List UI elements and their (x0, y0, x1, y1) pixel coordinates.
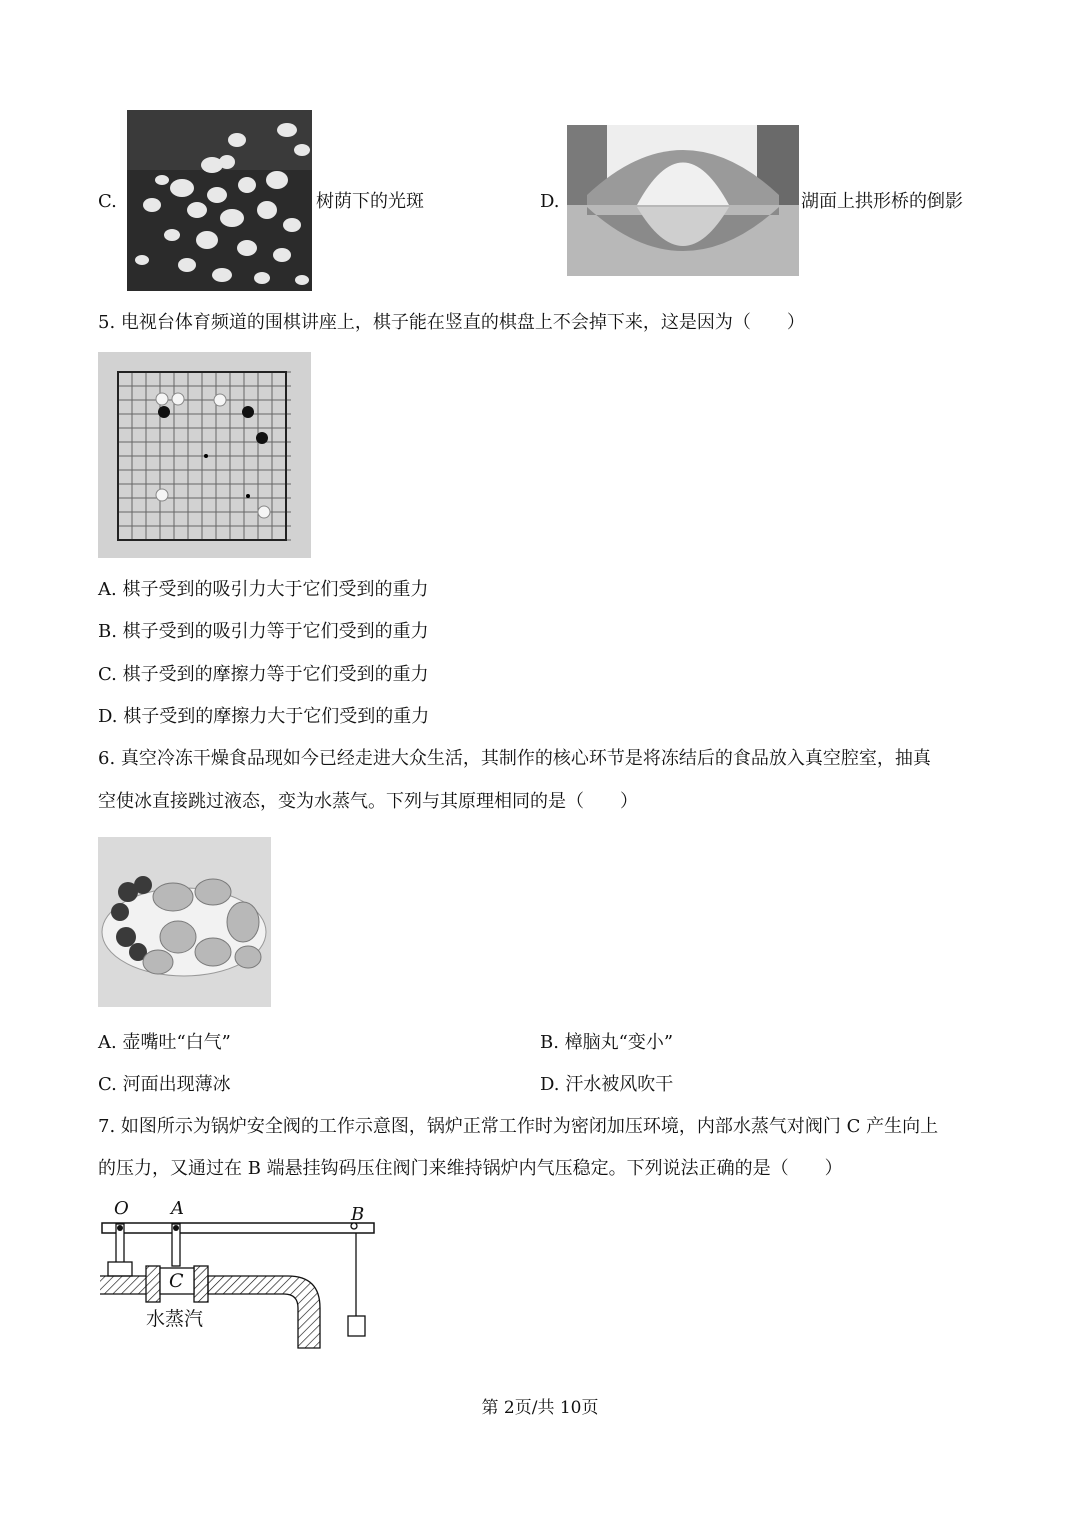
label-o: O (114, 1198, 129, 1219)
arch-bridge-reflection-image (567, 125, 799, 276)
safety-valve-diagram (98, 1198, 380, 1350)
q6-option-a: A. 壶嘴吐“白气” (98, 1032, 231, 1053)
q5-option-b: B. 棋子受到的吸引力等于它们受到的重力 (98, 621, 429, 642)
option-c-caption: 树荫下的光斑 (316, 191, 424, 212)
tree-shade-light-spots-image (127, 110, 312, 291)
q6-stem-line2: 空使冰直接跳过液态，变为水蒸气。下列与其原理相同的是（ ） (98, 791, 638, 812)
option-d-letter: D. (540, 191, 560, 212)
label-steam: 水蒸汽 (146, 1308, 204, 1330)
q7-stem-line1: 7. 如图所示为锅炉安全阀的工作示意图，锅炉正常工作时为密闭加压环境，内部水蒸气对阀门 C 产生向上 (98, 1116, 939, 1137)
q6-option-d: D. 汗水被风吹干 (540, 1074, 674, 1095)
q7-stem-line2: 的压力，又通过在 B 端悬挂钩码压住阀门来维持锅炉内气压稳定。下列说法正确的是（ ） (98, 1158, 843, 1179)
label-b: B (351, 1204, 365, 1225)
option-c-letter: C. (98, 191, 117, 212)
label-c: C (169, 1270, 184, 1292)
go-board-image (98, 352, 311, 558)
q6-option-c: C. 河面出现薄冰 (98, 1074, 231, 1095)
q5-option-c: C. 棋子受到的摩擦力等于它们受到的重力 (98, 664, 429, 685)
q6-option-b: B. 樟脑丸“变小” (540, 1032, 674, 1053)
option-d-caption: 湖面上拱形桥的倒影 (801, 191, 963, 212)
page-footer: 第 2页/共 10页 (481, 1398, 599, 1418)
q6-stem-line1: 6. 真空冷冻干燥食品现如今已经走进大众生活，其制作的核心环节是将冻结后的食品放入真空腔室，抽真 (98, 748, 931, 769)
label-a: A (171, 1198, 184, 1219)
freeze-dried-food-image (98, 837, 271, 1007)
q5-stem: 5. 电视台体育频道的围棋讲座上，棋子能在竖直的棋盘上不会掉下来，这是因为（ ） (98, 312, 805, 333)
q5-option-d: D. 棋子受到的摩擦力大于它们受到的重力 (98, 706, 430, 727)
q5-option-a: A. 棋子受到的吸引力大于它们受到的重力 (98, 579, 429, 600)
